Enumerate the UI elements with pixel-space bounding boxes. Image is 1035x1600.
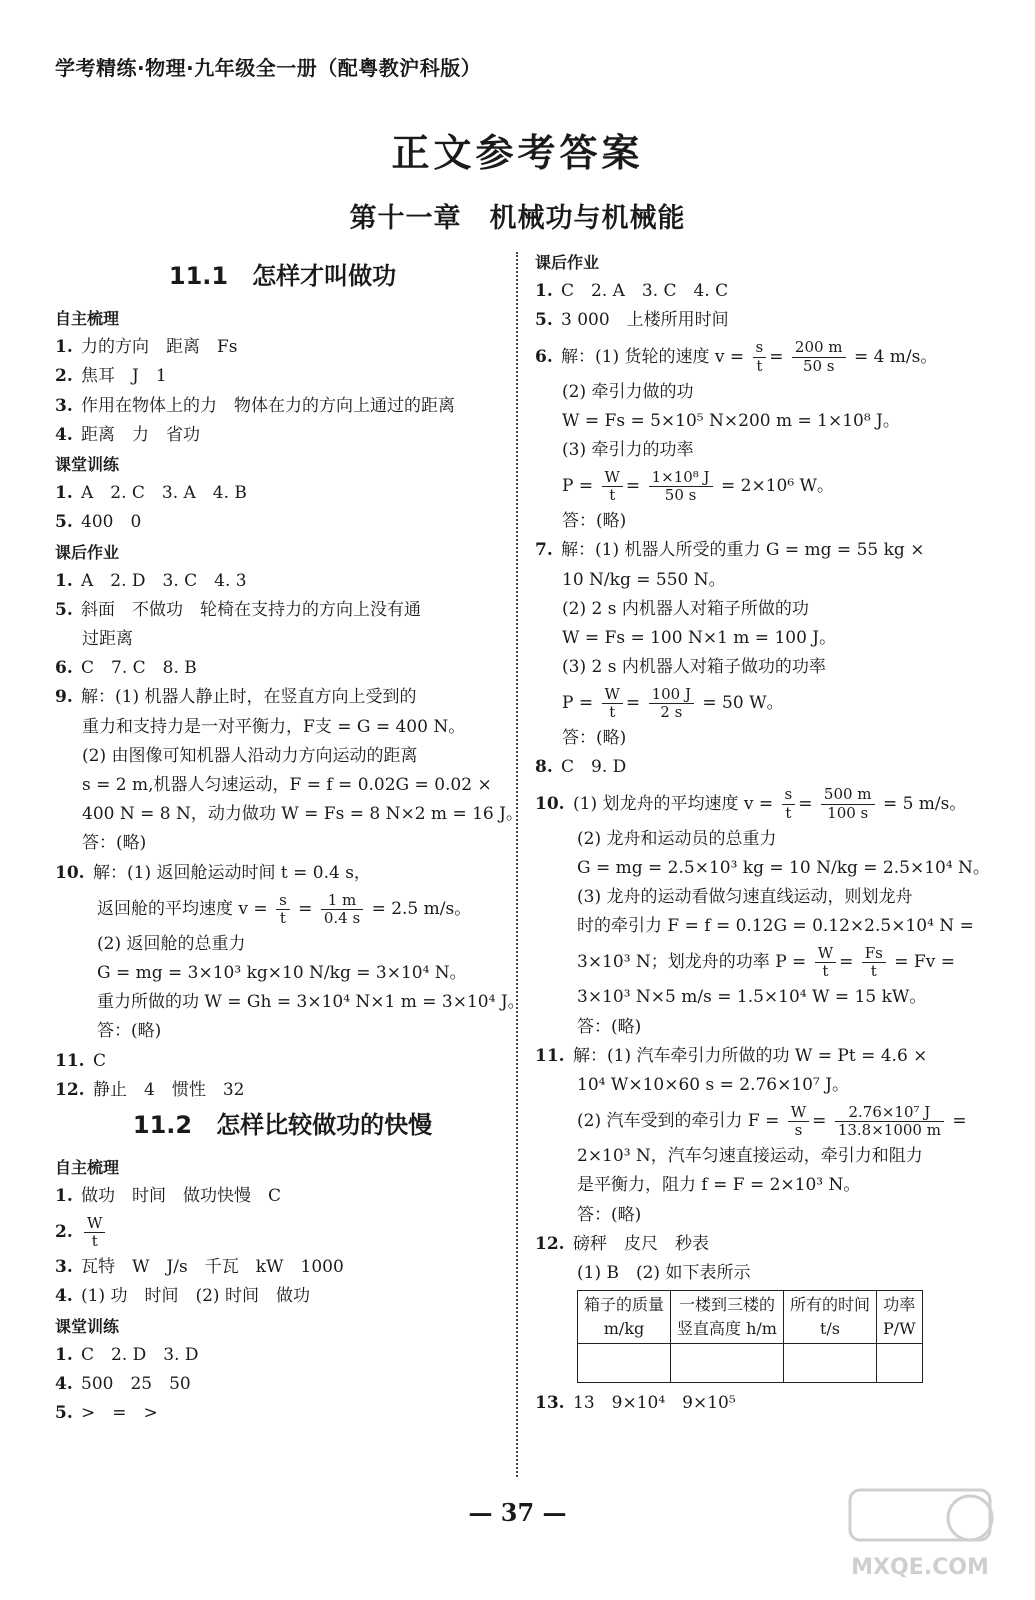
fraction: $\frac{Fs}{t}$ (862, 945, 886, 981)
right-column (535, 248, 995, 1418)
table-header-cell: 箱子的质量 m/kg (578, 1291, 671, 1344)
answer-line: 12. 静止 4 惯性 32 (55, 1079, 245, 1100)
fraction: $\frac{100 J}{2 s}$ (649, 686, 694, 722)
answer-line: 重力和支持力是一对平衡力，F支 = G = 400 N。 (82, 716, 466, 737)
table-cell (877, 1344, 923, 1383)
answer-line: 1. 做功 时间 做功快慢 C (55, 1186, 282, 1207)
left-column (55, 256, 525, 1428)
answer-line: (2) 龙舟和运动员的总重力 (577, 828, 777, 849)
answer-line: 2. 焦耳 J 1 (55, 366, 167, 387)
answer-line: 答：(略) (97, 1021, 162, 1042)
table-row (578, 1344, 923, 1383)
table-header-cell: 一楼到三楼的 竖直高度 h/m (671, 1291, 784, 1344)
subhead-kehou: 课后作业 (55, 542, 120, 562)
chapter-number: 第十一章 (349, 203, 462, 234)
answer-line: 时的牵引力 F = f = 0.12G = 0.12×2.5×10⁴ N = (577, 916, 974, 937)
answer-line: 答：(略) (577, 1204, 642, 1225)
fraction: $\frac{s}{t}$ (753, 339, 767, 375)
answer-line: 1. C 2. D 3. D (55, 1344, 199, 1365)
answer-line: 1. 力的方向 距离 Fs (55, 337, 238, 358)
subhead-zizhu: 自主梳理 (55, 1157, 120, 1177)
table-cell (783, 1344, 876, 1383)
watermark-logo (830, 1478, 1010, 1588)
fraction: $\frac{\text{1×10⁸ J}}{50 s}$ (649, 469, 713, 505)
subhead-ketang: 课堂训练 (55, 1316, 120, 1336)
answer-line: 是平衡力，阻力 f = F = 2×10³ N。 (577, 1175, 861, 1196)
answer-line: 1. A 2. C 3. A 4. B (55, 483, 247, 504)
answer-line-fraction: P = $\frac{W}{t}$ = $\frac{\text{1×10⁸ J}}{50 s}$ = 2×10⁶ W。 (562, 467, 835, 505)
chapter-title (0, 196, 1035, 235)
answer-line-fraction: 10. (1) 划龙舟的平均速度 v = $\frac{s}{t}$ = $\frac{500 m}{100 s}$ = 5 m/s。 (535, 785, 967, 822)
answer-line: W = Fs = 5×10⁵ N×200 m = 1×10⁸ J。 (562, 410, 900, 431)
subhead-kehou: 课后作业 (535, 253, 600, 272)
answer-line: 4. 500 25 50 (55, 1374, 191, 1394)
fraction: $\frac{s}{t}$ (782, 786, 796, 822)
answer-line: 3×10³ N×5 m/s = 1.5×10⁴ W = 15 kW。 (577, 987, 927, 1008)
answer-line: 13. 13 9×10⁴ 9×10⁵ (535, 1393, 736, 1414)
table-cell (671, 1344, 784, 1383)
answer-line: s = 2 m,机器人匀速运动，F = f = 0.02G = 0.02 × (82, 775, 492, 795)
answer-line: 重力所做的功 W = Gh = 3×10⁴ N×1 m = 3×10⁴ J。 (97, 992, 525, 1013)
answer-line: 11. C (55, 1050, 107, 1071)
svg-text:MXQE.COM: MXQE.COM (851, 1555, 989, 1580)
answer-line: 10⁴ W×10×60 s = 2.76×10⁷ J。 (577, 1074, 850, 1095)
fraction: $\frac{W}{t}$ (602, 686, 623, 722)
chapter-name: 机械功与机械能 (489, 203, 686, 234)
answer-line: 5. > = > (55, 1403, 158, 1424)
subhead-zizhu: 自主梳理 (55, 309, 120, 328)
column-divider (516, 252, 518, 1477)
answer-line: (1) B (2) 如下表所示 (577, 1262, 751, 1283)
table-header-cell: 所有的时间 t/s (783, 1291, 876, 1344)
answer-line: W = Fs = 100 N×1 m = 100 J。 (562, 627, 837, 648)
table-header-cell: 功率 P/W (877, 1291, 923, 1344)
answer-line: 9. 解：(1) 机器人静止时，在竖直方向上受到的 (55, 687, 417, 708)
answer-line: 10. 解：(1) 返回舱运动时间 t = 0.4 s， (55, 862, 371, 883)
table-cell (578, 1344, 671, 1383)
answer-line: G = mg = 3×10³ kg×10 N/kg = 3×10⁴ N。 (97, 962, 467, 983)
answer-line: 4. (1) 功 时间 (2) 时间 做功 (55, 1286, 310, 1307)
answer-line: 3. 作用在物体上的力 物体在力的方向上通过的距离 (55, 395, 455, 416)
answer-line-fraction: (2) 汽车受到的牵引力 F = $\frac{W}{s}$ = $\frac{\text{2.76×10⁷ J}}{13.8\times 1000 m}$ = (577, 1102, 967, 1140)
section-title-11-2: 11.2 怎样比较做功的快慢 (132, 1110, 433, 1139)
answer-line: 1. A 2. D 3. C 4. 3 (55, 570, 247, 591)
page-number: — 37 — (468, 1498, 567, 1527)
answer-line: 10 N/kg = 550 N。 (562, 569, 726, 590)
answer-line: 11. 解：(1) 汽车牵引力所做的功 W = Pt = 4.6 × (535, 1045, 928, 1066)
fraction: $\frac{W}{t}$ (815, 945, 836, 981)
answer-line: (2) 由图像可知机器人沿动力方向运动的距离 (82, 745, 418, 766)
page-title: 正文参考答案 (391, 131, 644, 175)
answer-line: 答：(略) (562, 728, 627, 749)
answer-line: 3. 瓦特 W J/s 千瓦 kW 1000 (55, 1257, 344, 1278)
table-header-row (578, 1291, 923, 1344)
fraction: $\frac{s}{t}$ (276, 892, 290, 928)
answer-line: (3) 龙舟的运动看做匀速直线运动，则划龙舟 (577, 887, 913, 907)
answer-line: 8. C 9. D (535, 757, 627, 778)
answer-line: 12. 磅秤 皮尺 秒表 (535, 1233, 709, 1254)
answer-line: (2) 牵引力做的功 (562, 381, 694, 402)
fraction: $\frac{\text{2.76×10⁷ J}}{13.8\times 1000 m}$ (835, 1104, 944, 1140)
fraction: $\frac{1 m}{0.4 s}$ (321, 892, 363, 928)
answer-line: 答：(略) (562, 511, 627, 532)
fraction: $\frac{W}{s}$ (788, 1104, 809, 1140)
answer-line: G = mg = 2.5×10³ kg = 10 N/kg = 2.5×10⁴ N。 (577, 857, 990, 878)
answer-line: 答：(略) (577, 1016, 642, 1037)
fraction: $\frac{W}{t}$ (602, 469, 623, 505)
answer-line: 5. 400 0 (55, 512, 142, 533)
fraction: $\frac{200 m}{50 s}$ (792, 339, 846, 375)
answer-line: 400 N = 8 N，动力做功 W = Fs = 8 N×2 m = 16 J。 (82, 804, 523, 825)
answer-line: 2×10³ N，汽车匀速直接运动，牵引力和阻力 (577, 1146, 923, 1167)
section-title-11-1: 11.1 怎样才叫做功 (168, 262, 397, 290)
subhead-ketang: 课堂训练 (55, 454, 120, 474)
book-header: 学考精练·物理·九年级全一册（配粤教沪科版） (55, 56, 482, 80)
answer-table (577, 1290, 923, 1383)
answer-line: (2) 2 s 内机器人对箱子所做的功 (562, 598, 809, 619)
answer-line-fraction: 6. 解：(1) 货轮的速度 v = $\frac{s}{t}$ = $\frac{200 m}{50 s}$ = 4 m/s。 (535, 338, 938, 375)
answer-line: (2) 返回舱的总重力 (97, 933, 246, 954)
answer-line: 4. 距离 力 省功 (55, 424, 200, 445)
answer-line-fraction: 3×10³ N；划龙舟的功率 P = $\frac{W}{t}$ = $\frac{Fs}{t}$ = Fv = (577, 944, 955, 981)
answer-line: 答：(略) (82, 833, 147, 854)
answer-line: (3) 2 s 内机器人对箱子做功的功率 (562, 657, 826, 678)
answer-line: 5. 3 000 上楼所用时间 (535, 310, 729, 331)
answer-line-fraction: 返回舱的平均速度 v = $\frac{s}{t}$ = $\frac{1 m}{0.4 s}$ = 2.5 m/s。 (97, 890, 472, 927)
answer-line: 过距离 (82, 629, 133, 650)
fraction: $\frac{W}{t}$ (84, 1215, 105, 1251)
answer-line: 6. C 7. C 8. B (55, 658, 197, 679)
answer-line: 1. C 2. A 3. C 4. C (535, 281, 729, 302)
fraction: $\frac{500 m}{100 s}$ (821, 786, 875, 822)
answer-line: 5. 斜面 不做功 轮椅在支持力的方向上没有通 (55, 599, 421, 620)
answer-line-fraction: 2. $\frac{W}{t}$ (55, 1211, 510, 1253)
answer-line-fraction: P = $\frac{W}{t}$ = $\frac{100 J}{2 s}$ = 50 W。 (562, 685, 784, 722)
answer-line: (3) 牵引力的功率 (562, 439, 694, 460)
answer-line: 7. 解：(1) 机器人所受的重力 G = mg = 55 kg × (535, 540, 925, 561)
